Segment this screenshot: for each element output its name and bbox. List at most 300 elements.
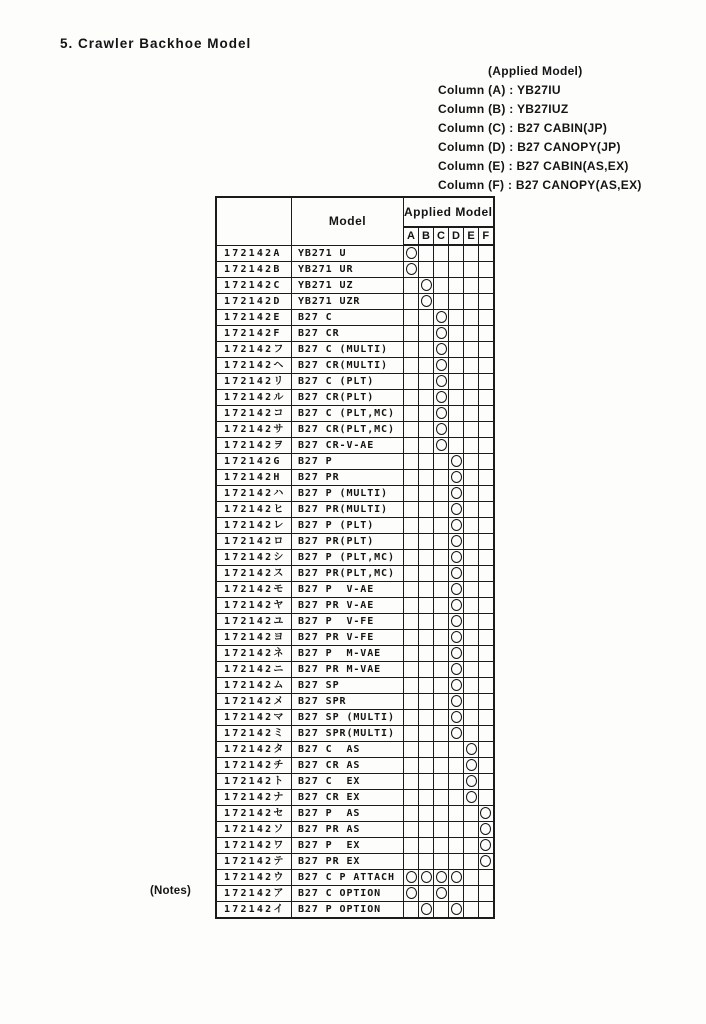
mark-cell-A [404, 806, 419, 822]
mark-cell-C [434, 774, 449, 790]
model-cell: B27 P (PLT,MC) [292, 550, 404, 566]
mark-cell-D [449, 726, 464, 742]
part-number-cell: 172142B [216, 262, 292, 278]
mark-cell-A [404, 310, 419, 326]
mark-cell-F [479, 262, 494, 278]
table-row [216, 534, 494, 550]
mark-cell-F [479, 534, 494, 550]
applied-mark-circle [466, 759, 477, 771]
mark-cell-A [404, 646, 419, 662]
mark-cell-E [464, 342, 479, 358]
mark-cell-F [479, 742, 494, 758]
mark-cell-D [449, 374, 464, 390]
mark-cell-E [464, 262, 479, 278]
mark-cell-D [449, 534, 464, 550]
applied-mark-circle [406, 263, 417, 275]
legend-item: Column (E) : B27 CABIN(AS,EX) [438, 159, 629, 173]
part-number-cell: 172142サ [216, 422, 292, 438]
column-letter: E [464, 227, 479, 245]
mark-cell-B [419, 454, 434, 470]
part-number-cell: 172142ミ [216, 726, 292, 742]
mark-cell-A [404, 406, 419, 422]
mark-cell-E [464, 822, 479, 838]
mark-cell-D [449, 550, 464, 566]
mark-cell-A [404, 262, 419, 278]
table-row [216, 245, 494, 262]
model-cell: B27 PR(PLT) [292, 534, 404, 550]
mark-cell-C [434, 662, 449, 678]
mark-cell-D [449, 278, 464, 294]
mark-cell-A [404, 742, 419, 758]
table-row [216, 598, 494, 614]
mark-cell-C [434, 582, 449, 598]
mark-cell-A [404, 758, 419, 774]
part-number-cell: 172142ト [216, 774, 292, 790]
mark-cell-D [449, 630, 464, 646]
mark-cell-E [464, 646, 479, 662]
mark-cell-B [419, 406, 434, 422]
mark-cell-F [479, 902, 494, 919]
part-number-cell: 172142レ [216, 518, 292, 534]
mark-cell-B [419, 870, 434, 886]
mark-cell-C [434, 374, 449, 390]
mark-cell-B [419, 438, 434, 454]
mark-cell-E [464, 374, 479, 390]
part-number-header [216, 197, 292, 245]
table-row [216, 518, 494, 534]
mark-cell-C [434, 486, 449, 502]
model-cell: B27 C EX [292, 774, 404, 790]
table-row [216, 470, 494, 486]
model-cell: B27 P (MULTI) [292, 486, 404, 502]
mark-cell-B [419, 502, 434, 518]
applied-mark-circle [436, 359, 447, 371]
mark-cell-C [434, 390, 449, 406]
mark-cell-D [449, 566, 464, 582]
mark-cell-B [419, 566, 434, 582]
mark-cell-C [434, 310, 449, 326]
mark-cell-F [479, 774, 494, 790]
table-row [216, 550, 494, 566]
part-number-cell: 172142タ [216, 742, 292, 758]
part-number-cell: 172142ア [216, 886, 292, 902]
part-number-cell: 172142リ [216, 374, 292, 390]
mark-cell-A [404, 566, 419, 582]
applied-mark-circle [451, 631, 462, 643]
applied-mark-circle [480, 855, 491, 867]
mark-cell-B [419, 710, 434, 726]
applied-mark-circle [406, 247, 417, 259]
applied-mark-circle [421, 279, 432, 291]
mark-cell-B [419, 854, 434, 870]
model-cell: B27 C P ATTACH [292, 870, 404, 886]
mark-cell-D [449, 342, 464, 358]
page-title: 5. Crawler Backhoe Model [60, 36, 252, 51]
mark-cell-F [479, 614, 494, 630]
model-cell: B27 C OPTION [292, 886, 404, 902]
model-cell: B27 PR EX [292, 854, 404, 870]
mark-cell-A [404, 710, 419, 726]
model-cell: B27 PR [292, 470, 404, 486]
mark-cell-E [464, 886, 479, 902]
model-cell: YB271 UZR [292, 294, 404, 310]
table-row [216, 614, 494, 630]
mark-cell-C [434, 358, 449, 374]
mark-cell-D [449, 790, 464, 806]
model-cell: B27 C AS [292, 742, 404, 758]
mark-cell-F [479, 870, 494, 886]
applied-mark-circle [436, 343, 447, 355]
table-row [216, 262, 494, 278]
table-row [216, 390, 494, 406]
model-cell: B27 PR V-FE [292, 630, 404, 646]
mark-cell-A [404, 438, 419, 454]
mark-cell-C [434, 342, 449, 358]
model-cell: B27 CR-V-AE [292, 438, 404, 454]
mark-cell-D [449, 886, 464, 902]
mark-cell-C [434, 438, 449, 454]
applied-mark-circle [451, 663, 462, 675]
mark-cell-E [464, 742, 479, 758]
mark-cell-C [434, 630, 449, 646]
mark-cell-F [479, 470, 494, 486]
mark-cell-B [419, 582, 434, 598]
part-number-cell: 172142ス [216, 566, 292, 582]
mark-cell-B [419, 342, 434, 358]
mark-cell-F [479, 854, 494, 870]
applied-mark-circle [480, 823, 491, 835]
mark-cell-B [419, 486, 434, 502]
notes-label: (Notes) [150, 885, 192, 897]
mark-cell-B [419, 422, 434, 438]
applied-mark-circle [421, 871, 432, 883]
part-number-cell: 172142D [216, 294, 292, 310]
model-cell: B27 C (PLT) [292, 374, 404, 390]
mark-cell-C [434, 758, 449, 774]
mark-cell-A [404, 854, 419, 870]
mark-cell-F [479, 582, 494, 598]
part-number-cell: 172142ム [216, 678, 292, 694]
mark-cell-E [464, 438, 479, 454]
model-cell: B27 CR AS [292, 758, 404, 774]
model-cell: B27 SPR(MULTI) [292, 726, 404, 742]
mark-cell-B [419, 326, 434, 342]
mark-cell-C [434, 902, 449, 919]
mark-cell-C [434, 422, 449, 438]
model-cell: B27 PR M-VAE [292, 662, 404, 678]
table-row [216, 630, 494, 646]
part-number-cell: 172142ヘ [216, 358, 292, 374]
mark-cell-C [434, 710, 449, 726]
part-number-cell: 172142E [216, 310, 292, 326]
mark-cell-E [464, 518, 479, 534]
mark-cell-E [464, 294, 479, 310]
table-row [216, 502, 494, 518]
mark-cell-F [479, 726, 494, 742]
column-letter: D [449, 227, 464, 245]
mark-cell-B [419, 310, 434, 326]
table-row [216, 566, 494, 582]
applied-mark-circle [451, 695, 462, 707]
table-row [216, 870, 494, 886]
mark-cell-F [479, 406, 494, 422]
applied-mark-circle [451, 535, 462, 547]
applied-mark-circle [480, 839, 491, 851]
mark-cell-F [479, 630, 494, 646]
mark-cell-D [449, 582, 464, 598]
mark-cell-C [434, 245, 449, 262]
mark-cell-E [464, 726, 479, 742]
mark-cell-D [449, 326, 464, 342]
table-row [216, 582, 494, 598]
mark-cell-D [449, 854, 464, 870]
mark-cell-F [479, 422, 494, 438]
mark-cell-D [449, 774, 464, 790]
mark-cell-E [464, 470, 479, 486]
mark-cell-A [404, 902, 419, 919]
mark-cell-E [464, 854, 479, 870]
model-cell: B27 P V-FE [292, 614, 404, 630]
model-cell: B27 CR [292, 326, 404, 342]
part-number-cell: 172142ワ [216, 838, 292, 854]
mark-cell-D [449, 694, 464, 710]
part-number-cell: 172142セ [216, 806, 292, 822]
part-number-cell: 172142マ [216, 710, 292, 726]
mark-cell-C [434, 454, 449, 470]
mark-cell-D [449, 502, 464, 518]
mark-cell-D [449, 806, 464, 822]
model-cell: B27 SPR [292, 694, 404, 710]
part-number-cell: 172142A [216, 245, 292, 262]
mark-cell-D [449, 822, 464, 838]
mark-cell-D [449, 245, 464, 262]
applied-mark-circle [451, 567, 462, 579]
applied-mark-circle [451, 871, 462, 883]
applied-mark-circle [436, 407, 447, 419]
table-row [216, 422, 494, 438]
mark-cell-E [464, 710, 479, 726]
mark-cell-C [434, 534, 449, 550]
mark-cell-D [449, 662, 464, 678]
mark-cell-C [434, 806, 449, 822]
mark-cell-A [404, 518, 419, 534]
mark-cell-E [464, 838, 479, 854]
mark-cell-B [419, 694, 434, 710]
mark-cell-F [479, 838, 494, 854]
mark-cell-E [464, 245, 479, 262]
mark-cell-C [434, 646, 449, 662]
table-row [216, 406, 494, 422]
table-row [216, 678, 494, 694]
mark-cell-D [449, 438, 464, 454]
model-cell: B27 PR AS [292, 822, 404, 838]
mark-cell-F [479, 598, 494, 614]
mark-cell-A [404, 245, 419, 262]
mark-cell-E [464, 358, 479, 374]
applied-mark-circle [436, 871, 447, 883]
legend-item: Column (B) : YB27IUZ [438, 102, 569, 116]
model-cell: YB271 UR [292, 262, 404, 278]
model-cell: B27 CR EX [292, 790, 404, 806]
table-row [216, 454, 494, 470]
model-cell: B27 C (PLT,MC) [292, 406, 404, 422]
mark-cell-D [449, 262, 464, 278]
model-cell: B27 P OPTION [292, 902, 404, 919]
mark-cell-A [404, 678, 419, 694]
table-row [216, 886, 494, 902]
mark-cell-A [404, 342, 419, 358]
mark-cell-B [419, 278, 434, 294]
mark-cell-B [419, 630, 434, 646]
mark-cell-F [479, 710, 494, 726]
table-row [216, 294, 494, 310]
applied-mark-circle [466, 775, 477, 787]
mark-cell-B [419, 742, 434, 758]
model-cell: B27 CR(PLT) [292, 390, 404, 406]
mark-cell-D [449, 614, 464, 630]
mark-cell-D [449, 358, 464, 374]
mark-cell-A [404, 454, 419, 470]
applied-mark-circle [451, 679, 462, 691]
applied-mark-circle [436, 375, 447, 387]
mark-cell-C [434, 566, 449, 582]
mark-cell-C [434, 518, 449, 534]
part-number-cell: 172142ソ [216, 822, 292, 838]
part-number-cell: 172142H [216, 470, 292, 486]
applied-mark-circle [451, 727, 462, 739]
model-cell: B27 SP [292, 678, 404, 694]
mark-cell-E [464, 598, 479, 614]
applied-mark-circle [451, 471, 462, 483]
mark-cell-E [464, 566, 479, 582]
applied-mark-circle [451, 551, 462, 563]
mark-cell-A [404, 870, 419, 886]
mark-cell-A [404, 662, 419, 678]
mark-cell-B [419, 790, 434, 806]
model-cell: B27 PR(MULTI) [292, 502, 404, 518]
mark-cell-F [479, 294, 494, 310]
mark-cell-B [419, 262, 434, 278]
mark-cell-D [449, 742, 464, 758]
mark-cell-D [449, 758, 464, 774]
mark-cell-B [419, 886, 434, 902]
mark-cell-C [434, 502, 449, 518]
mark-cell-E [464, 310, 479, 326]
table-row [216, 710, 494, 726]
mark-cell-D [449, 422, 464, 438]
table-row [216, 486, 494, 502]
applied-mark-circle [421, 295, 432, 307]
mark-cell-F [479, 390, 494, 406]
table-row [216, 694, 494, 710]
mark-cell-B [419, 358, 434, 374]
mark-cell-B [419, 374, 434, 390]
part-number-cell: 172142ニ [216, 662, 292, 678]
applied-mark-circle [406, 887, 417, 899]
table-row [216, 822, 494, 838]
mark-cell-C [434, 726, 449, 742]
mark-cell-D [449, 598, 464, 614]
model-cell: B27 C [292, 310, 404, 326]
mark-cell-A [404, 614, 419, 630]
mark-cell-B [419, 390, 434, 406]
mark-cell-E [464, 582, 479, 598]
model-table [215, 196, 495, 919]
mark-cell-A [404, 502, 419, 518]
mark-cell-F [479, 326, 494, 342]
mark-cell-E [464, 502, 479, 518]
mark-cell-C [434, 262, 449, 278]
mark-cell-C [434, 870, 449, 886]
mark-cell-B [419, 646, 434, 662]
mark-cell-B [419, 470, 434, 486]
mark-cell-B [419, 614, 434, 630]
table-row [216, 358, 494, 374]
mark-cell-A [404, 790, 419, 806]
applied-mark-circle [436, 311, 447, 323]
mark-cell-E [464, 790, 479, 806]
mark-cell-C [434, 742, 449, 758]
part-number-cell: 172142フ [216, 342, 292, 358]
mark-cell-F [479, 245, 494, 262]
mark-cell-C [434, 694, 449, 710]
mark-cell-A [404, 294, 419, 310]
mark-cell-E [464, 678, 479, 694]
mark-cell-A [404, 598, 419, 614]
mark-cell-D [449, 870, 464, 886]
part-number-cell: 172142メ [216, 694, 292, 710]
mark-cell-C [434, 294, 449, 310]
table-row [216, 646, 494, 662]
part-number-cell: 172142C [216, 278, 292, 294]
mark-cell-D [449, 902, 464, 919]
mark-cell-F [479, 662, 494, 678]
mark-cell-F [479, 694, 494, 710]
applied-mark-circle [451, 503, 462, 515]
mark-cell-A [404, 326, 419, 342]
table-row [216, 854, 494, 870]
mark-cell-C [434, 854, 449, 870]
mark-cell-D [449, 518, 464, 534]
table-row [216, 310, 494, 326]
part-number-cell: 172142モ [216, 582, 292, 598]
part-number-cell: 172142シ [216, 550, 292, 566]
mark-cell-A [404, 278, 419, 294]
mark-cell-D [449, 406, 464, 422]
mark-cell-B [419, 758, 434, 774]
model-cell: B27 CR(PLT,MC) [292, 422, 404, 438]
mark-cell-A [404, 486, 419, 502]
mark-cell-A [404, 838, 419, 854]
model-cell: B27 P [292, 454, 404, 470]
part-number-cell: 172142チ [216, 758, 292, 774]
part-number-cell: 172142イ [216, 902, 292, 919]
applied-mark-circle [436, 391, 447, 403]
mark-cell-F [479, 486, 494, 502]
mark-cell-B [419, 550, 434, 566]
mark-cell-D [449, 710, 464, 726]
mark-cell-E [464, 806, 479, 822]
mark-cell-A [404, 630, 419, 646]
table-row [216, 438, 494, 454]
part-number-cell: 172142ロ [216, 534, 292, 550]
model-cell: YB271 U [292, 245, 404, 262]
table-row [216, 774, 494, 790]
part-number-cell: 172142ヨ [216, 630, 292, 646]
mark-cell-B [419, 806, 434, 822]
part-number-cell: 172142コ [216, 406, 292, 422]
mark-cell-F [479, 822, 494, 838]
